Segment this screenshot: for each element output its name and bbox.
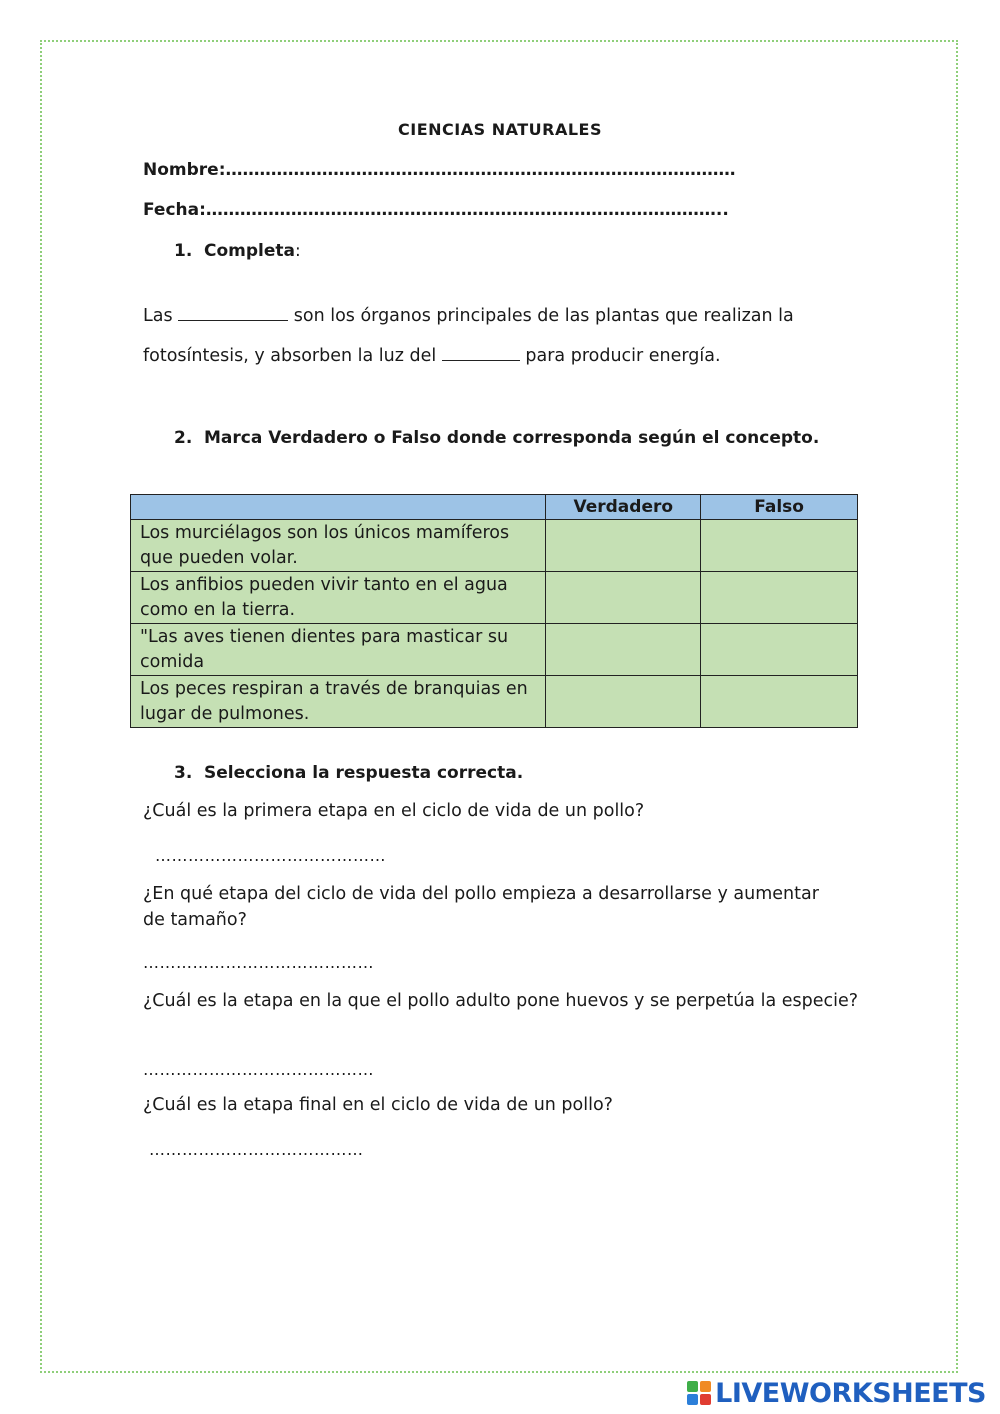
nombre-field[interactable]: Nombre:……………………………………………………………………………… <box>143 160 736 180</box>
verdadero-cell[interactable] <box>546 676 701 728</box>
falso-cell[interactable] <box>701 572 858 624</box>
q1-colon: : <box>295 241 301 261</box>
falso-cell[interactable] <box>701 676 858 728</box>
q3-number: 3. <box>174 763 193 783</box>
header-falso: Falso <box>701 495 858 520</box>
q3-answer-4[interactable]: ………………………………… <box>149 1140 364 1159</box>
q1-line-2 <box>143 346 721 366</box>
statement-cell: Los peces respiran a través de branquias en lugar de pulmones. <box>131 676 546 728</box>
statement-cell: Los anfibios pueden vivir tanto en el agua como en la tierra. <box>131 572 546 624</box>
table-row <box>131 624 858 676</box>
table-header-row <box>131 495 858 520</box>
table-row <box>131 572 858 624</box>
q1-heading <box>174 241 301 261</box>
q1-number: 1. <box>174 241 193 261</box>
q1-line2-b: para producir energía. <box>525 346 721 366</box>
q2-label: Marca Verdadero o Falso donde corresponda según el concepto. <box>204 428 820 448</box>
q3-question-4: ¿Cuál es la etapa final en el ciclo de vida de un pollo? <box>143 1095 613 1115</box>
logo-brand-text: LIVEWORKSHEETS <box>715 1377 986 1409</box>
statement-cell: Los murciélagos son los únicos mamíferos que pueden volar. <box>131 520 546 572</box>
logo-cube-icon <box>687 1381 711 1405</box>
logo-cube-tile <box>700 1394 711 1405</box>
header-statement <box>131 495 546 520</box>
q3-answer-2[interactable]: …………………………………… <box>143 953 374 972</box>
q3-label: Selecciona la respuesta correcta. <box>204 763 524 783</box>
logo-cube-tile <box>687 1381 698 1392</box>
true-false-table <box>130 494 858 728</box>
q1-line-1 <box>143 306 794 326</box>
q1-blank-1[interactable] <box>178 306 288 321</box>
q3-heading <box>174 763 523 783</box>
table-row <box>131 520 858 572</box>
statement-cell: "Las aves tienen dientes para masticar su comida <box>131 624 546 676</box>
liveworksheets-logo <box>687 1376 986 1410</box>
q2-number: 2. <box>174 428 193 448</box>
q2-heading <box>174 428 819 448</box>
q1-line1-a: Las <box>143 306 173 326</box>
verdadero-cell[interactable] <box>546 624 701 676</box>
q1-label: Completa <box>204 241 295 261</box>
q3-question-1: ¿Cuál es la primera etapa en el ciclo de vida de un pollo? <box>143 801 645 821</box>
fecha-field[interactable]: Fecha:……………………………………………………………………………….. <box>143 200 729 220</box>
q3-question-3: ¿Cuál es la etapa en la que el pollo adulto pone huevos y se perpetúa la especie? <box>143 991 859 1011</box>
falso-cell[interactable] <box>701 624 858 676</box>
falso-cell[interactable] <box>701 520 858 572</box>
logo-cube-tile <box>687 1394 698 1405</box>
q3-answer-1[interactable]: …………………………………… <box>155 846 386 865</box>
q1-blank-2[interactable] <box>442 346 520 361</box>
q3-question-2: ¿En qué etapa del ciclo de vida del pollo empieza a desarrollarse y aumentar de tamaño? <box>143 884 819 930</box>
table-row <box>131 676 858 728</box>
verdadero-cell[interactable] <box>546 572 701 624</box>
q1-line1-b: son los órganos principales de las plantas que realizan la <box>293 306 794 326</box>
logo-cube-tile <box>700 1381 711 1392</box>
q1-line2-a: fotosíntesis, y absorben la luz del <box>143 346 437 366</box>
header-verdadero: Verdadero <box>546 495 701 520</box>
page-title: CIENCIAS NATURALES <box>398 120 602 139</box>
q3-answer-3[interactable]: …………………………………… <box>143 1060 374 1079</box>
verdadero-cell[interactable] <box>546 520 701 572</box>
